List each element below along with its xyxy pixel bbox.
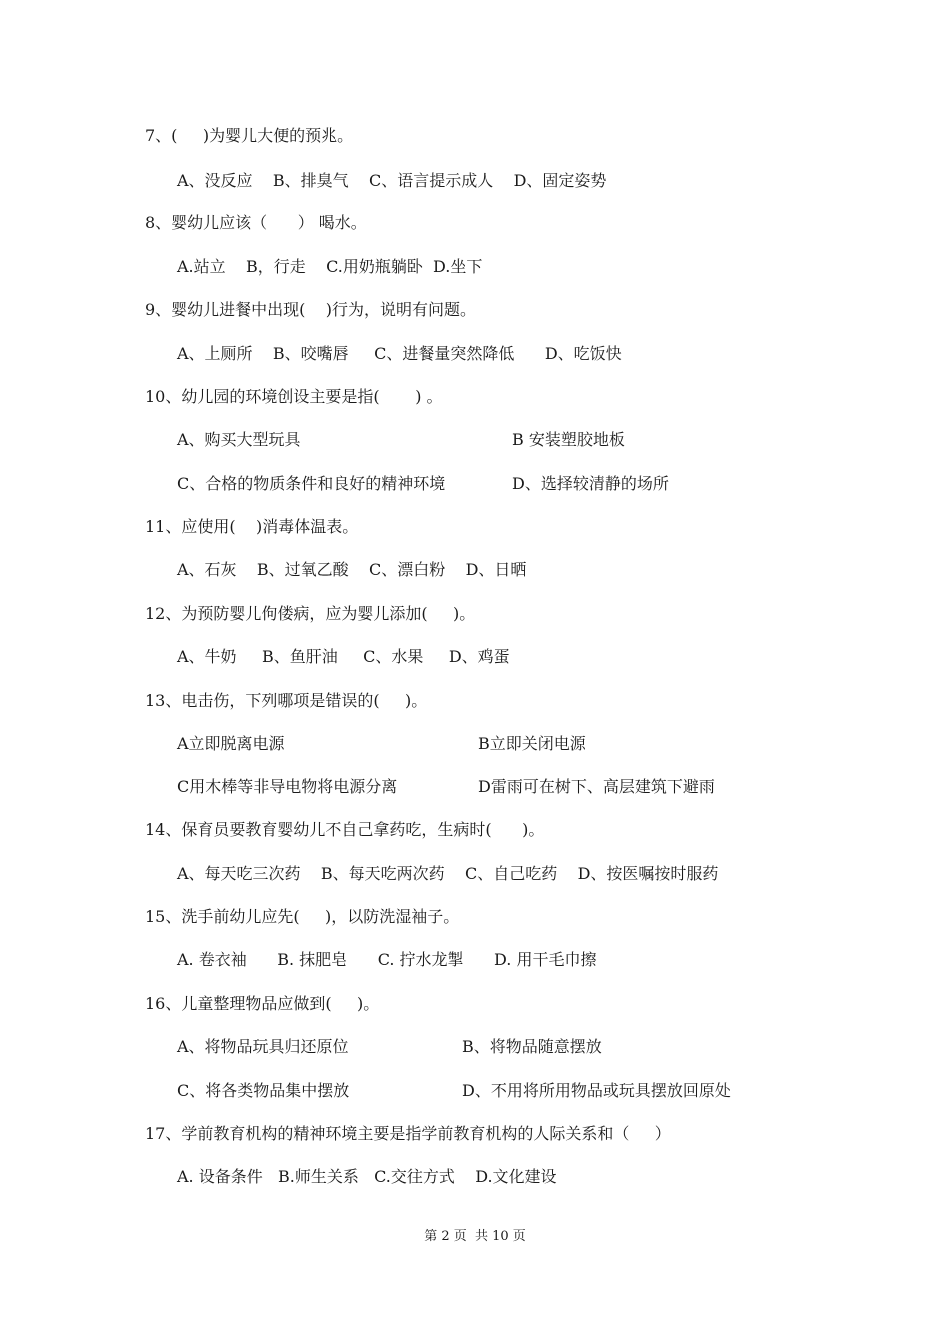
question-7-options: A、没反应 B、排臭气 C、语言提示成人 D、固定姿势 xyxy=(177,171,607,190)
question-11-stem: 11、应使用( )消毒体温表。 xyxy=(145,517,359,536)
question-17-options: A. 设备条件 B.师生关系 C.交往方式 D.文化建设 xyxy=(177,1167,557,1186)
question-16-option-c: C、将各类物品集中摆放 xyxy=(177,1081,350,1100)
question-12-options: A、牛奶 B、鱼肝油 C、水果 D、鸡蛋 xyxy=(177,647,510,666)
question-16-stem: 16、儿童整理物品应做到( )。 xyxy=(145,994,380,1013)
question-9-options: A、上厕所 B、咬嘴唇 C、进餐量突然降低 D、吃饭快 xyxy=(177,344,622,363)
question-13-option-a: A立即脱离电源 xyxy=(177,734,285,753)
question-12-stem: 12、为预防婴儿佝偻病，应为婴儿添加( )。 xyxy=(145,604,476,623)
question-13-stem: 13、电击伤，下列哪项是错误的( )。 xyxy=(145,691,428,710)
question-13-option-d: D雷雨可在树下、高层建筑下避雨 xyxy=(478,777,715,796)
question-9-stem: 9、婴幼儿进餐中出现( )行为，说明有问题。 xyxy=(145,300,477,319)
question-7-stem: 7、( )为婴儿大便的预兆。 xyxy=(145,126,354,145)
question-15-stem: 15、洗手前幼儿应先( )，以防洗湿袖子。 xyxy=(145,907,460,926)
question-10-option-d: D、选择较清静的场所 xyxy=(512,474,669,493)
question-10-option-a: A、购买大型玩具 xyxy=(177,430,301,449)
question-15-options: A. 卷衣袖 B. 抹肥皂 C. 拧水龙掣 D. 用干毛巾擦 xyxy=(177,950,597,969)
question-13-option-c: C用木棒等非导电物将电源分离 xyxy=(177,777,398,796)
question-10-stem: 10、幼儿园的环境创设主要是指( ) 。 xyxy=(145,387,443,406)
question-8-options: A.站立 B，行走 C.用奶瓶躺卧 D.坐下 xyxy=(177,257,483,276)
question-16-option-b: B、将物品随意摆放 xyxy=(462,1037,602,1056)
question-11-options: A、石灰 B、过氧乙酸 C、漂白粉 D、日晒 xyxy=(177,560,527,579)
question-10-option-b: B 安装塑胶地板 xyxy=(512,430,625,449)
question-13-option-b: B立即关闭电源 xyxy=(478,734,586,753)
question-10-option-c: C、合格的物质条件和良好的精神环境 xyxy=(177,474,446,493)
question-14-stem: 14、保育员要教育婴幼儿不自己拿药吃，生病时( )。 xyxy=(145,820,545,839)
question-17-stem: 17、学前教育机构的精神环境主要是指学前教育机构的人际关系和（ ） xyxy=(145,1124,671,1143)
question-16-option-a: A、将物品玩具归还原位 xyxy=(177,1037,349,1056)
question-16-option-d: D、不用将所用物品或玩具摆放回原处 xyxy=(462,1081,731,1100)
page-number-footer: 第 2 页 共 10 页 xyxy=(424,1229,526,1244)
question-14-options: A、每天吃三次药 B、每天吃两次药 C、自己吃药 D、按医嘱按时服药 xyxy=(177,864,719,883)
question-8-stem: 8、婴幼儿应该（ ） 喝水。 xyxy=(145,213,367,232)
